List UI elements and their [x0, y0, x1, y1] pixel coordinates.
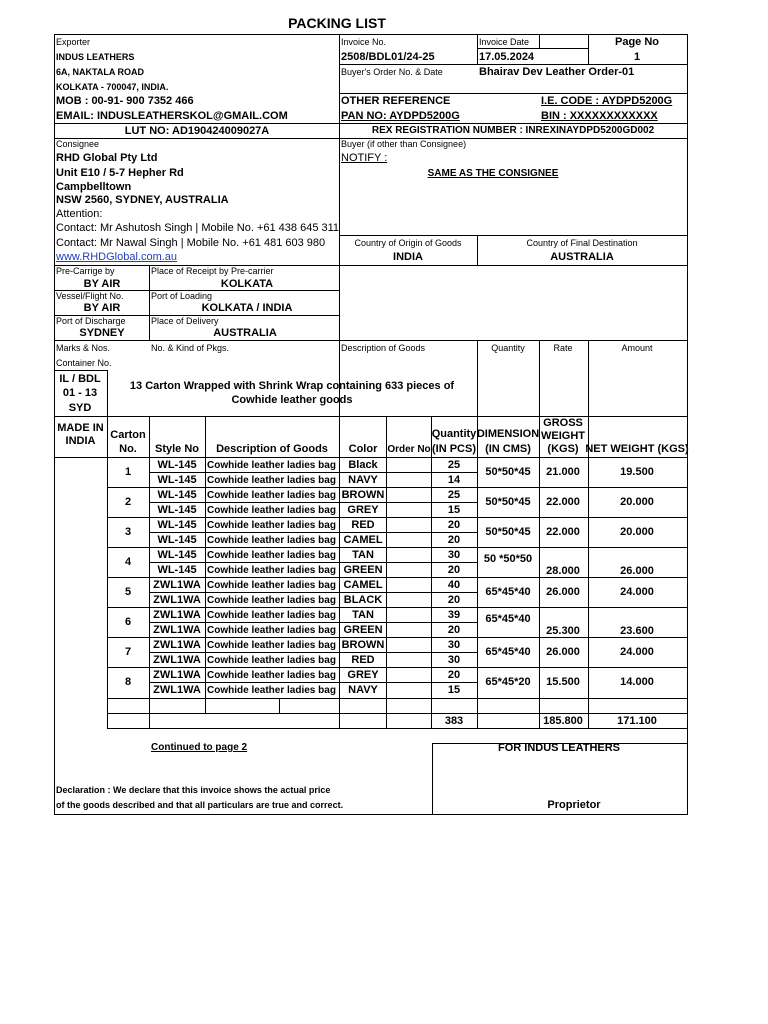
receipt-value: KOLKATA	[220, 278, 274, 290]
carton-gross-weight: 26.000	[546, 586, 580, 598]
desc-header: Description of Goods	[216, 443, 328, 455]
carton-no: 8	[124, 676, 132, 688]
carton-dimension: 65*45*40	[485, 646, 531, 658]
discharge-label: Port of Discharge	[56, 316, 126, 326]
invoice-date: 17.05.2024	[479, 51, 535, 63]
row-quantity: 39	[447, 609, 461, 621]
carton-dimension: 50*50*45	[485, 466, 531, 478]
carton-net-weight: 26.000	[620, 565, 654, 577]
precarriage-label: Pre-Carrige by	[56, 266, 115, 276]
carton-dimension: 50 *50*50	[483, 553, 533, 565]
consignee-contact1: Contact: Mr Ashutosh Singh | Mobile No. +61 438 645 311	[56, 222, 340, 234]
row-quantity: 15	[447, 504, 461, 516]
consignee-address1: Unit E10 / 5-7 Hepher Rd	[56, 167, 184, 179]
declaration-line1: Declaration : We declare that this invoice shows the actual price	[56, 785, 331, 795]
carton-no: 2	[124, 496, 132, 508]
loading-value: KOLKATA / INDIA	[201, 302, 293, 314]
carton-no-header: No.	[119, 443, 137, 455]
destination-value: AUSTRALIA	[550, 251, 614, 263]
carton-gross-weight: 21.000	[546, 466, 580, 478]
carton-no: 3	[124, 526, 132, 538]
pan-no: PAN NO: AYDPD5200G	[341, 110, 460, 122]
amount-label: Amount	[621, 343, 653, 353]
invoice-date-label: Invoice Date	[479, 37, 530, 47]
row-description: Cowhide leather ladies bag	[207, 505, 336, 516]
row-color: BROWN	[341, 639, 385, 651]
row-description: Cowhide leather ladies bag	[207, 520, 336, 531]
vessel-value: BY AIR	[83, 302, 121, 314]
carton-gross-weight: 26.000	[546, 646, 580, 658]
order-header: Order No	[387, 444, 431, 455]
buyer-order-label: Buyer's Order No. & Date	[341, 67, 443, 77]
exporter-label: Exporter	[56, 37, 91, 47]
carton-header: Carton	[110, 429, 146, 441]
row-style-no: WL-145	[157, 549, 197, 561]
declaration-line2: of the goods described and that all particulars are true and correct.	[56, 800, 344, 810]
color-header: Color	[348, 443, 378, 455]
gross-header: WEIGHT	[541, 430, 585, 442]
row-style-no: WL-145	[157, 459, 197, 471]
dim-unit-header: (IN CMS)	[485, 443, 531, 455]
total-net: 171.100	[617, 715, 657, 727]
precarriage-value: BY AIR	[83, 278, 121, 290]
page-title: PACKING LIST	[288, 15, 386, 31]
consignee-address3: NSW 2560, SYDNEY, AUSTRALIA	[56, 194, 229, 206]
carton-no: 1	[124, 466, 132, 478]
style-header: Style No	[154, 443, 200, 455]
row-quantity: 20	[447, 669, 461, 681]
row-style-no: WL-145	[157, 474, 197, 486]
row-style-no: ZWL1WA	[153, 609, 201, 621]
row-quantity: 20	[447, 534, 461, 546]
row-style-no: ZWL1WA	[153, 624, 201, 636]
row-style-no: ZWL1WA	[153, 579, 201, 591]
exporter-address2: KOLKATA - 700047, INDIA.	[56, 82, 169, 92]
container-label: Container No.	[56, 358, 112, 368]
mark-line: SYD	[68, 402, 92, 414]
buyer-label: Buyer (if other than Consignee)	[341, 139, 467, 149]
consignee-label: Consignee	[56, 139, 100, 149]
carton-gross-weight: 22.000	[546, 496, 580, 508]
quantity-label: Quantity	[491, 343, 525, 353]
row-style-no: WL-145	[157, 534, 197, 546]
row-style-no: ZWL1WA	[153, 684, 201, 696]
row-color: Black	[348, 459, 378, 471]
row-description: Cowhide leather ladies bag	[207, 610, 336, 621]
page-no-label: Page No	[614, 36, 660, 48]
row-style-no: ZWL1WA	[153, 639, 201, 651]
row-quantity: 20	[447, 519, 461, 531]
row-style-no: WL-145	[157, 519, 197, 531]
receipt-label: Place of Receipt by Pre-carrier	[151, 266, 274, 276]
bin-no: BIN : XXXXXXXXXXXX	[541, 110, 658, 122]
row-style-no: ZWL1WA	[153, 669, 201, 681]
rex-number: REX REGISTRATION NUMBER : INREXINAYDPD5200GD002	[371, 125, 655, 136]
row-color: RED	[351, 654, 375, 666]
row-description: Cowhide leather ladies bag	[207, 535, 336, 546]
carton-dimension: 65*45*40	[485, 586, 531, 598]
carton-net-weight: 14.000	[620, 676, 654, 688]
row-color: NAVY	[348, 474, 378, 486]
notify-label: NOTIFY :	[341, 152, 388, 164]
row-color: BLACK	[343, 594, 383, 606]
other-reference: OTHER REFERENCE	[341, 95, 451, 107]
row-color: GREY	[347, 669, 379, 681]
carton-net-weight: 24.000	[620, 646, 654, 658]
carton-dimension: 50*50*45	[485, 496, 531, 508]
consignee-address2: Campbelltown	[56, 181, 132, 193]
origin-label: Country of Origin of Goods	[354, 238, 462, 248]
row-style-no: ZWL1WA	[153, 654, 201, 666]
rate-label: Rate	[553, 343, 573, 353]
vessel-label: Vessel/Flight No.	[56, 291, 124, 301]
exporter-address1: 6A, NAKTALA ROAD	[56, 67, 144, 77]
row-description: Cowhide leather ladies bag	[207, 580, 336, 591]
destination-label: Country of Final Destination	[526, 238, 638, 248]
carton-no: 7	[124, 646, 132, 658]
row-quantity: 40	[447, 579, 461, 591]
origin-value: INDIA	[393, 251, 423, 263]
carton-net-weight: 19.500	[620, 466, 654, 478]
goods-description: 13 Carton Wrapped with Shrink Wrap containing 633 pieces of Cowhide leather goods	[129, 380, 455, 406]
delivery-label: Place of Delivery	[151, 316, 219, 326]
row-description: Cowhide leather ladies bag	[207, 670, 336, 681]
carton-dimension: 65*45*40	[485, 613, 531, 625]
row-quantity: 25	[447, 459, 461, 471]
row-description: Cowhide leather ladies bag	[207, 565, 336, 576]
row-description: Cowhide leather ladies bag	[207, 655, 336, 666]
ie-code: I.E. CODE : AYDPD5200G	[541, 95, 673, 107]
consignee-contact2: Contact: Mr Nawal Singh | Mobile No. +61 481 603 980	[56, 237, 326, 249]
marks-label: Marks & Nos.	[56, 343, 111, 353]
discharge-value: SYDNEY	[79, 327, 125, 339]
row-quantity: 20	[447, 594, 461, 606]
carton-net-weight: 24.000	[620, 586, 654, 598]
row-description: Cowhide leather ladies bag	[207, 595, 336, 606]
row-description: Cowhide leather ladies bag	[207, 685, 336, 696]
invoice-no-label: Invoice No.	[341, 37, 387, 47]
mark-line: 01 - 13	[62, 387, 98, 399]
pkgs-label: No. & Kind of Pkgs.	[151, 343, 230, 353]
loading-label: Port of Loading	[151, 291, 213, 301]
exporter-name: INDUS LEATHERS	[56, 52, 135, 62]
carton-dimension: 50*50*45	[485, 526, 531, 538]
row-style-no: WL-145	[157, 489, 197, 501]
row-description: Cowhide leather ladies bag	[207, 625, 336, 636]
carton-net-weight: 20.000	[620, 526, 654, 538]
net-header: NET WEIGHT (KGS)	[585, 443, 689, 455]
exporter-mob: MOB : 00-91- 900 7352 466	[56, 95, 194, 107]
total-gross: 185.800	[543, 715, 583, 727]
buyer-order: Bhairav Dev Leather Order-01	[479, 66, 635, 78]
row-quantity: 20	[447, 624, 461, 636]
carton-no: 5	[124, 586, 132, 598]
row-color: GREY	[347, 504, 379, 516]
row-quantity: 30	[447, 549, 461, 561]
consignee-name: RHD Global Pty Ltd	[56, 152, 158, 164]
row-color: CAMEL	[343, 579, 383, 591]
row-quantity: 30	[447, 639, 461, 651]
row-color: TAN	[352, 549, 374, 561]
row-style-no: ZWL1WA	[153, 594, 201, 606]
row-quantity: 30	[447, 654, 461, 666]
row-color: GREEN	[343, 624, 383, 636]
row-color: NAVY	[348, 684, 378, 696]
row-color: TAN	[352, 609, 374, 621]
continued-note: Continued to page 2	[151, 742, 248, 753]
row-color: CAMEL	[343, 534, 383, 546]
carton-net-weight: 20.000	[620, 496, 654, 508]
carton-gross-weight: 22.000	[546, 526, 580, 538]
consignee-attention: Attention:	[56, 208, 103, 220]
for-indus-leathers: FOR INDUS LEATHERS	[497, 742, 621, 754]
qty-header: Quantity	[431, 428, 477, 440]
gross-header: (KGS)	[547, 443, 579, 455]
mark-line: IL / BDL	[59, 373, 101, 385]
row-quantity: 20	[447, 564, 461, 576]
goods-desc-label: Description of Goods	[341, 343, 426, 353]
row-description: Cowhide leather ladies bag	[207, 550, 336, 561]
row-description: Cowhide leather ladies bag	[207, 460, 336, 471]
row-quantity: 14	[447, 474, 461, 486]
row-quantity: 15	[447, 684, 461, 696]
row-style-no: WL-145	[157, 564, 197, 576]
delivery-value: AUSTRALIA	[213, 327, 277, 339]
row-quantity: 25	[447, 489, 461, 501]
carton-gross-weight: 28.000	[546, 565, 580, 577]
row-color: RED	[351, 519, 375, 531]
row-description: Cowhide leather ladies bag	[207, 640, 336, 651]
qty-unit-header: (IN PCS)	[432, 443, 476, 455]
row-color: GREEN	[343, 564, 383, 576]
invoice-no: 2508/BDL01/24-25	[341, 51, 435, 63]
row-color: BROWN	[341, 489, 385, 501]
carton-net-weight: 23.600	[620, 625, 654, 637]
page-no: 1	[633, 51, 641, 63]
made-in-india: MADE IN INDIA	[57, 422, 104, 447]
row-description: Cowhide leather ladies bag	[207, 490, 336, 501]
exporter-email: EMAIL: INDUSLEATHERSKOL@GMAIL.COM	[56, 110, 288, 122]
same-as-consignee: SAME AS THE CONSIGNEE	[427, 168, 559, 179]
consignee-website-link[interactable]: www.RHDGlobal.com.au	[56, 251, 178, 263]
gross-header: GROSS	[543, 417, 583, 429]
dim-header: DIMENSION	[476, 428, 540, 440]
row-description: Cowhide leather ladies bag	[207, 475, 336, 486]
carton-gross-weight: 15.500	[546, 676, 580, 688]
carton-gross-weight: 25.300	[546, 625, 580, 637]
carton-dimension: 65*45*20	[485, 676, 531, 688]
proprietor-signature: Proprietor	[547, 799, 601, 811]
carton-no: 4	[124, 556, 132, 568]
total-qty: 383	[444, 715, 464, 727]
row-style-no: WL-145	[157, 504, 197, 516]
exporter-lut: LUT NO: AD190424009027A	[124, 125, 270, 137]
carton-no: 6	[124, 616, 132, 628]
